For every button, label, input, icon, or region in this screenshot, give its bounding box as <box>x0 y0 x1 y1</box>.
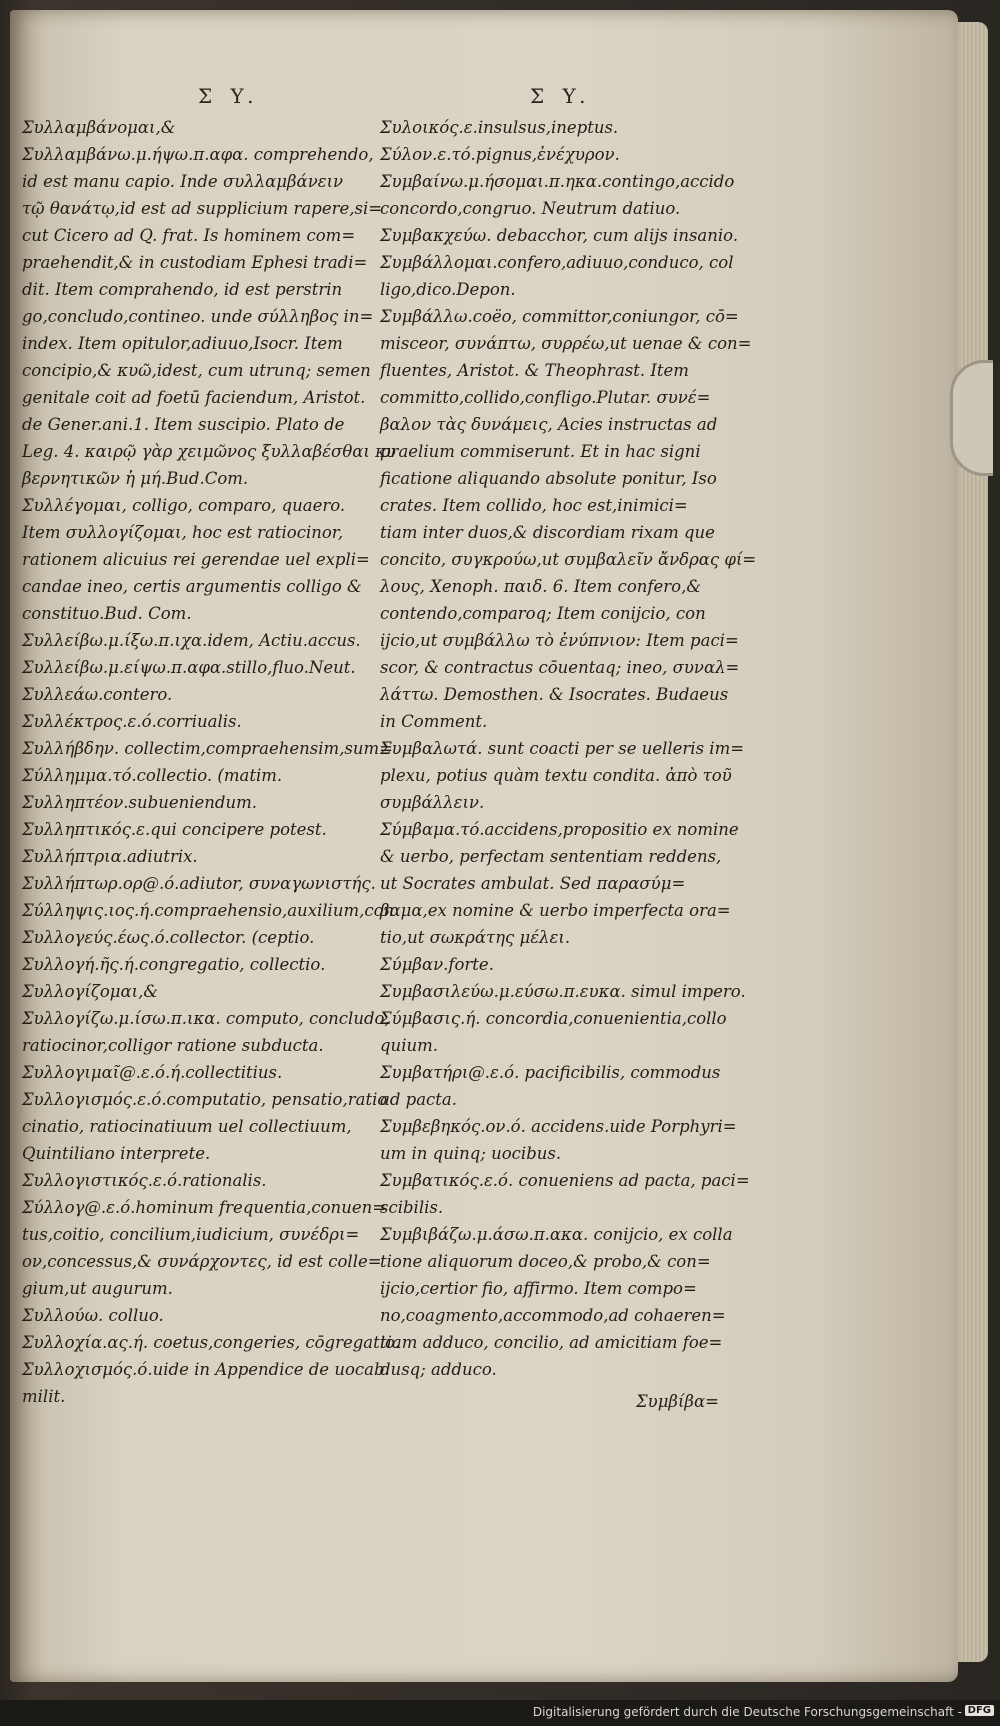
entry-line: concipio,& κυῶ,idest, cum utrunq; semen <box>22 361 371 380</box>
entry-line: in Comment. <box>380 712 488 731</box>
entry-line: Συμβιβάζω.μ.άσω.π.ακα. conijcio, ex colla <box>380 1225 733 1244</box>
dictionary-column-right <box>380 114 790 1383</box>
entry-line: Συλλοχισμός.ό.uide in Appendice de uocab. <box>22 1360 390 1379</box>
footer-credit: Digitalisierung gefördert durch die Deutsche Forschungsgemeinschaft - <box>532 1705 962 1719</box>
entry-line: plexu, potius quàm textu condita. ἀπὸ τοῦ <box>380 766 732 785</box>
entry-line: Συμβακχεύω. debacchor, cum alijs insanio. <box>380 226 739 245</box>
entry-line: Συλλέγομαι, colligo, comparo, quaero. <box>22 496 346 515</box>
entry-line: ον,concessus,& συνάρχοντες, id est colle= <box>22 1252 382 1271</box>
entry-line: Συλοικός.ε.insulsus,ineptus. <box>380 118 619 137</box>
entry-line: βερνητικῶν ἡ μή.Bud.Com. <box>22 469 249 488</box>
entry-line: Συλλέκτρος.ε.ό.corriualis. <box>22 712 242 731</box>
entry-line: ut Socrates ambulat. Sed παρασύμ= <box>380 874 686 893</box>
entry-line: gium,ut augurum. <box>22 1279 173 1298</box>
entry-line: ficatione aliquando absolute ponitur, Iso <box>380 469 717 488</box>
entry-line: id est manu capio. Inde συλλαμβάνειν <box>22 172 344 191</box>
entry-line: Συλλογίζομαι,& <box>22 982 159 1001</box>
entry-line: Σύμβαμα.τό.accidens,propositio ex nomine <box>380 820 739 839</box>
entry-line: concordo,congruo. Neutrum datiuo. <box>380 199 681 218</box>
entry-line: de Gener.ani.1. Item suscipio. Plato de <box>22 415 345 434</box>
entry-line: βαλον τὰς δυνάμεις, Acies instructas ad <box>380 415 718 434</box>
entry-line: crates. Item collido, hoc est,inimici= <box>380 496 688 515</box>
entry-line: Συμβάλλομαι.confero,adiuuo,conduco, col <box>380 253 734 272</box>
entry-line: contendo,comparoq; Item conijcio, con <box>380 604 706 623</box>
entry-line: committo,collido,confligo.Plutar. συνέ= <box>380 388 711 407</box>
entry-line: index. Item opitulor,adiuuo,Isocr. Item <box>22 334 343 353</box>
entry-line: Συμβασιλεύω.μ.εύσω.π.ευκα. simul impero. <box>380 982 746 1001</box>
entry-line: fluentes, Aristot. & Theophrast. Item <box>380 361 689 380</box>
entry-line: Συμβατικός.ε.ό. conueniens ad pacta, paci= <box>380 1171 750 1190</box>
entry-line: Συλλήπτρια.adiutrix. <box>22 847 198 866</box>
entry-line: Σύμβασις.ή. concordia,conuenientia,collo <box>380 1009 727 1028</box>
entry-line: go,concludo,contineo. unde σύλληβος in= <box>22 307 374 326</box>
running-head-left: Σ Y. <box>198 84 260 108</box>
entry-line: Συλλογισμός.ε.ό.computatio, pensatio,ratio <box>22 1090 388 1109</box>
entry-line: dit. Item comprahendo, id est perstrin <box>22 280 343 299</box>
entry-line: Σύλλογ@.ε.ό.hominum frequentia,conuen= <box>22 1198 387 1217</box>
entry-line: Συλλογίζω.μ.ίσω.π.ικα. computo, concludo, <box>22 1009 390 1028</box>
entry-line: Συλλήπτωρ.ορ@.ό.adiutor, συναγωνιστής. <box>22 874 376 893</box>
entry-line: misceor, συνάπτω, συρρέω,ut uenae & con= <box>380 334 752 353</box>
entry-line: quium. <box>380 1036 438 1055</box>
entry-line: Σύλον.ε.τό.pignus,ἐνέχυρον. <box>380 145 620 164</box>
entry-line: praelium commiserunt. Et in hac signi <box>380 442 701 461</box>
running-head-right: Σ Y. <box>530 84 592 108</box>
entry-line: Συλλογιμαῖ@.ε.ό.ή.collectitius. <box>22 1063 283 1082</box>
entry-line: Συλλογιστικός.ε.ό.rationalis. <box>22 1171 267 1190</box>
entry-line: Σύμβαν.forte. <box>380 955 494 974</box>
entry-line: Συλλείβω.μ.είψω.π.αφα.stillo,fluo.Neut. <box>22 658 356 677</box>
entry-line: Συλλαμβάνομαι,& <box>22 118 176 137</box>
entry-line: scor, & contractus cōuentaq; ineo, συναλ= <box>380 658 740 677</box>
dfg-logo: DFG <box>965 1705 994 1716</box>
entry-line: Quintiliano interprete. <box>22 1144 211 1163</box>
entry-line: candae ineo, certis argumentis colligo & <box>22 577 362 596</box>
entry-line: milit. <box>22 1387 66 1406</box>
entry-line: no,coagmento,accommodo,ad cohaeren= <box>380 1306 726 1325</box>
catchword: Συμβίβα= <box>636 1392 719 1411</box>
entry-line: cinatio, ratiocinatiuum uel collectiuum, <box>22 1117 352 1136</box>
entry-line: Συμβατήρι@.ε.ό. pacificibilis, commodus <box>380 1063 721 1082</box>
entry-line: genitale coit ad foetū faciendum, Aristot. <box>22 388 366 407</box>
page-edge-stack <box>958 22 988 1662</box>
entry-line: constituo.Bud. Com. <box>22 604 192 623</box>
entry-line: ligo,dico.Depon. <box>380 280 516 299</box>
entry-line: um in quinq; uocibus. <box>380 1144 562 1163</box>
entry-line: ratiocinor,colligor ratione subducta. <box>22 1036 324 1055</box>
entry-line: Συμβαίνω.μ.ήσομαι.π.ηκα.contingo,accido <box>380 172 735 191</box>
entry-line: Συλλήβδην. collectim,compraehensim,sum= <box>22 739 394 758</box>
entry-line: ijcio,ut συμβάλλω τὸ ἐνύπνιον: Item paci= <box>380 631 739 650</box>
entry-line: λους, Xenoph. παιδ. 6. Item confero,& <box>380 577 702 596</box>
entry-line: ijcio,certior fio, affirmo. Item compo= <box>380 1279 697 1298</box>
entry-line: tio,ut σωκράτης μέλει. <box>380 928 571 947</box>
entry-line: Leg. 4. καιρῷ γὰρ χειμῶνος ξυλλαβέσθαι κυ <box>22 442 396 461</box>
entry-line: Συλλεάω.contero. <box>22 685 173 704</box>
entry-line: Συμβαλωτά. sunt coacti per se uelleris im= <box>380 739 745 758</box>
entry-line: βαμα,ex nomine & uerbo imperfecta ora= <box>380 901 731 920</box>
entry-line: Συλληπτικός.ε.qui concipere potest. <box>22 820 327 839</box>
entry-line: & uerbo, perfectam sententiam reddens, <box>380 847 722 866</box>
entry-line: Συλληπτέον.subueniendum. <box>22 793 257 812</box>
entry-line: τῷ θανάτῳ,id est ad supplicium rapere,si= <box>22 199 383 218</box>
entry-line: ad pacta. <box>380 1090 457 1109</box>
dictionary-column-left <box>22 114 400 1410</box>
entry-line: cut Cicero ad Q. frat. Is hominem com= <box>22 226 356 245</box>
entry-line: Σύλλημμα.τό.collectio. (matim. <box>22 766 283 785</box>
entry-line: Συμβεβηκός.ον.ό. accidens.uide Porphyri= <box>380 1117 737 1136</box>
entry-line: Συλλογεύς.έως.ό.collector. (ceptio. <box>22 928 315 947</box>
entry-line: λάττω. Demosthen. & Isocrates. Budaeus <box>380 685 729 704</box>
entry-line: rationem alicuius rei gerendae uel expli= <box>22 550 370 569</box>
entry-line: concito, συγκρούω,ut συμβαλεῖν ἄνδρας φί= <box>380 550 757 569</box>
entry-line: tiam adduco, concilio, ad amicitiam foe= <box>380 1333 723 1352</box>
entry-line: Σύλληψις.ιος.ή.compraehensio,auxilium,con <box>22 901 395 920</box>
entry-line: Συλλογή.ῆς.ή.congregatio, collectio. <box>22 955 326 974</box>
entry-line: praehendit,& in custodiam Ephesi tradi= <box>22 253 368 272</box>
entry-line: συμβάλλειν. <box>380 793 485 812</box>
entry-line: dusq; adduco. <box>380 1360 497 1379</box>
entry-line: Συλλοχία.ας.ή. coetus,congeries, cōgregatio. <box>22 1333 400 1352</box>
entry-line: Item συλλογίζομαι, hoc est ratiocinor, <box>22 523 344 542</box>
page-marker-tab <box>950 360 993 476</box>
entry-line: Συμβάλλω.coëo, committor,coniungor, cō= <box>380 307 739 326</box>
entry-line: tiam inter duos,& discordiam rixam que <box>380 523 715 542</box>
entry-line: tione aliquorum doceo,& probo,& con= <box>380 1252 711 1271</box>
entry-line: tus,coitio, concilium,iudicium, συνέδρι= <box>22 1225 360 1244</box>
entry-line: Συλλούω. colluo. <box>22 1306 164 1325</box>
entry-line: Συλλείβω.μ.ίξω.π.ιχα.idem, Actiu.accus. <box>22 631 361 650</box>
entry-line: Συλλαμβάνω.μ.ήψω.π.αφα. comprehendo, <box>22 145 374 164</box>
entry-line: scibilis. <box>380 1198 444 1217</box>
